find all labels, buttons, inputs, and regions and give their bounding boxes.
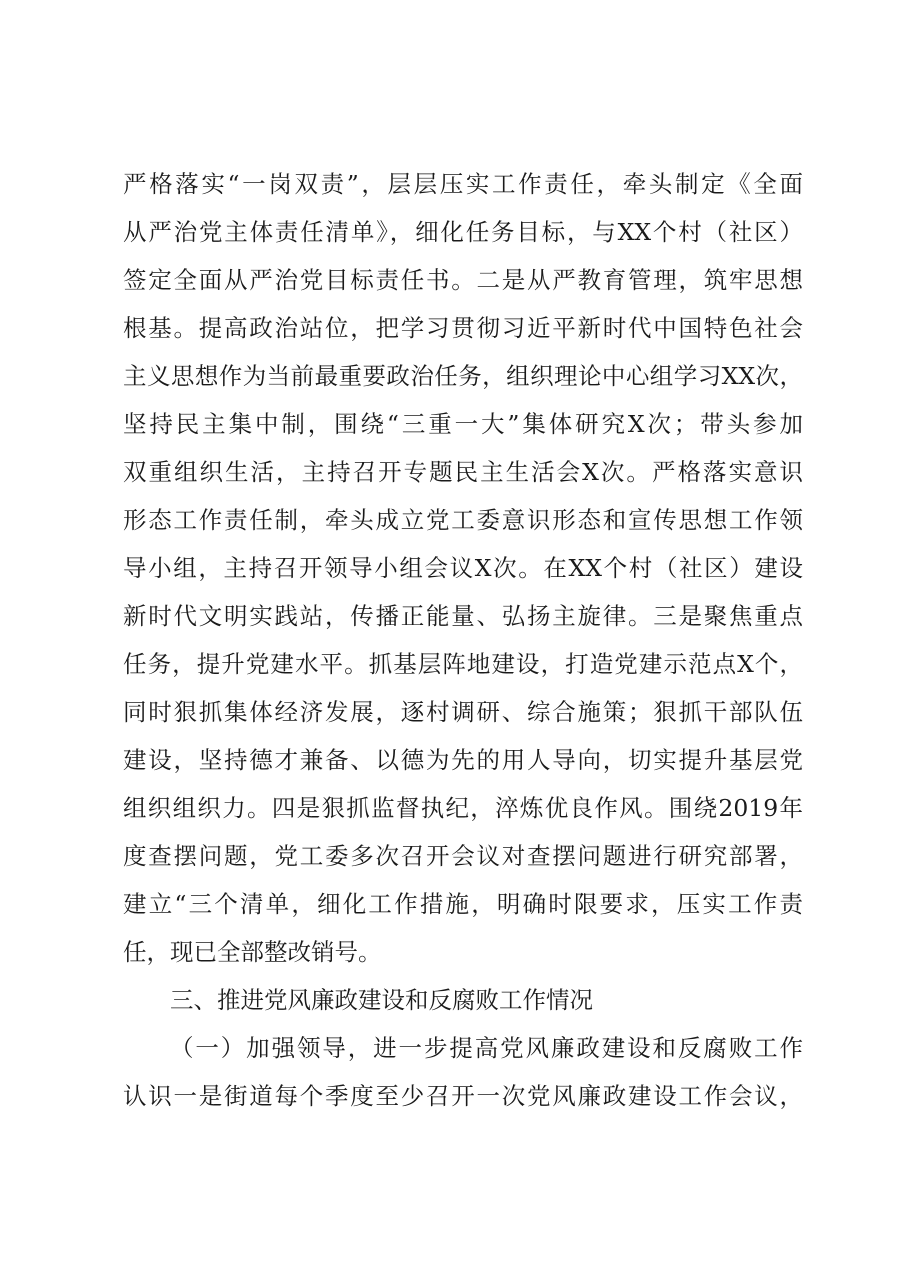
subsection-line: （一）加强领导，进一步提高党风廉政建设和反腐败工作 [170,1034,803,1062]
paragraph-line: 导小组，主持召开领导小组会议X次。在XX个村（社区）建设 [123,554,803,582]
paragraph-line: 任，现已全部整改销号。 [123,938,382,966]
subsection-line: 认识一是街道每个季度至少召开一次党风廉政建设工作会议， [123,1082,803,1110]
paragraph-line: 主义思想作为当前最重要政治任务，组织理论中心组学习XX次， [123,362,803,390]
paragraph-line: 签定全面从严治党目标责任书。二是从严教育管理，筑牢思想 [123,266,803,294]
paragraph-line: 严格落实“一岗双责”，层层压实工作责任，牵头制定《全面 [123,170,803,198]
paragraph-line: 形态工作责任制，牵头成立党工委意识形态和宣传思想工作领 [123,506,803,534]
paragraph-line: 建设，坚持德才兼备、以德为先的用人导向，切实提升基层党 [123,746,803,774]
paragraph-line: 双重组织生活，主持召开专题民主生活会X次。严格落实意识 [123,458,803,486]
paragraph-line: 建立“三个清单，细化工作措施，明确时限要求，压实工作责 [123,890,803,918]
paragraph-line: 从严治党主体责任清单》，细化任务目标，与XX个村（社区） [123,218,803,246]
section-heading: 三、推进党风廉政建设和反腐败工作情况 [170,986,593,1014]
paragraph-line: 任务，提升党建水平。抓基层阵地建设，打造党建示范点X个， [123,650,803,678]
paragraph-line: 新时代文明实践站，传播正能量、弘扬主旋律。三是聚焦重点 [123,602,803,630]
paragraph-line: 度查摆问题，党工委多次召开会议对查摆问题进行研究部署， [123,842,803,870]
paragraph-line: 同时狠抓集体经济发展，逐村调研、综合施策；狠抓干部队伍 [123,698,803,726]
paragraph-line: 根基。提高政治站位，把学习贯彻习近平新时代中国特色社会 [123,314,803,342]
paragraph-line: 坚持民主集中制，围绕“三重一大”集体研究X次；带头参加 [123,410,803,438]
paragraph-line: 组织组织力。四是狠抓监督执纪，淬炼优良作风。围绕2019年 [123,794,803,822]
